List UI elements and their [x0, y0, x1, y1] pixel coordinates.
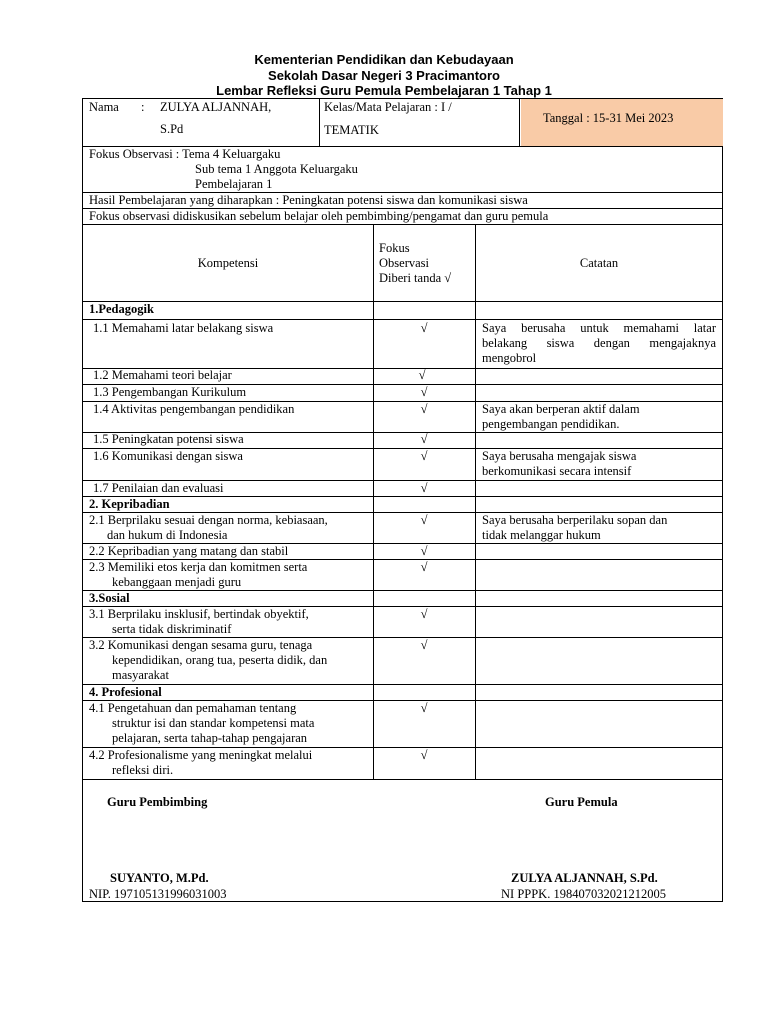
row-2-1-check: √ — [420, 513, 428, 527]
row-3-2-label-line3: masyarakat — [112, 668, 169, 682]
hasil-pembelajaran: Hasil Pembelajaran yang diharapkan : Peningkatan potensi siswa dan komunikasi siswa — [89, 193, 528, 207]
pembimbing-name: SUYANTO, M.Pd. — [110, 871, 209, 885]
row-3-1-check: √ — [420, 607, 428, 621]
reflection-sheet — [82, 98, 723, 902]
fokus-observasi-line2: Sub tema 1 Anggota Keluargaku — [195, 162, 358, 176]
sheet-title: Lembar Refleksi Guru Pemula Pembelajaran 1 Tahap 1 — [216, 83, 552, 98]
kelas-value: TEMATIK — [324, 123, 379, 137]
row-1-4-note-line1: Saya akan berperan aktif dalam — [482, 402, 640, 416]
row-1-6-check: √ — [420, 449, 428, 463]
row-3-1-label-line1: 3.1 Berprilaku insklusif, bertindak obyektif, — [89, 607, 309, 621]
row-3-2-check: √ — [420, 638, 428, 652]
row-1-2-label: 1.2 Memahami teori belajar — [93, 368, 232, 382]
guru-pemula-title: Guru Pemula — [545, 795, 618, 809]
nama-label: Nama — [89, 100, 119, 114]
row-2-1-note-line1: Saya berusaha berperilaku sopan dan — [482, 513, 668, 527]
row-1-1-label: 1.1 Memahami latar belakang siswa — [93, 321, 274, 335]
section-kepribadian: 2. Kepribadian — [89, 497, 170, 511]
row-2-1-label-line2: dan hukum di Indonesia — [107, 528, 228, 542]
section-profesional: 4. Profesional — [89, 685, 162, 699]
tanggal-text: Tanggal : 15-31 Mei 2023 — [543, 111, 674, 125]
row-3-1-label-line2: serta tidak diskriminatif — [112, 622, 232, 636]
row-4-2-label-line2: refleksi diri. — [112, 763, 174, 777]
row-4-1-label-line2: struktur isi dan standar kompetensi mata — [112, 716, 315, 730]
fokus-observasi-line3: Pembelajaran 1 — [195, 177, 273, 191]
row-1-5-label: 1.5 Peningkatan potensi siswa — [93, 432, 244, 446]
row-1-4-label: 1.4 Aktivitas pengembangan pendidikan — [93, 402, 295, 416]
col-fokus-line1: Fokus — [379, 241, 410, 255]
row-4-2-label-line1: 4.2 Profesionalisme yang meningkat melalui — [89, 748, 313, 762]
row-1-4-note-line2: pengembangan pendidikan. — [482, 417, 620, 431]
section-sosial: 3.Sosial — [89, 591, 130, 605]
col-fokus-line3: Diberi tanda √ — [379, 271, 452, 285]
pemula-name: ZULYA ALJANNAH, S.Pd. — [511, 871, 658, 885]
fokus-diskusi: Fokus observasi didiskusikan sebelum belajar oleh pembimbing/pengamat dan guru pemula — [89, 209, 549, 223]
fokus-observasi-line1: Fokus Observasi : Tema 4 Keluargaku — [89, 147, 281, 161]
row-4-2-check: √ — [420, 748, 428, 762]
row-2-2-label: 2.2 Kepribadian yang matang dan stabil — [89, 544, 289, 558]
row-1-6-note-line1: Saya berusaha mengajak siswa — [482, 449, 637, 463]
row-2-3-check: √ — [420, 560, 428, 574]
col-catatan: Catatan — [579, 256, 619, 270]
row-4-1-label-line3: pelajaran, serta tahap-tahap pengajaran — [112, 731, 308, 745]
pembimbing-nip: NIP. 197105131996031003 — [89, 887, 227, 901]
row-4-1-check: √ — [420, 701, 428, 715]
row-2-1-note-line2: tidak melanggar hukum — [482, 528, 601, 542]
row-1-1-note: Saya berusaha untuk memahami latar belakang siswa dengan mengajaknya mengobrol — [482, 321, 716, 365]
row-2-2-check: √ — [420, 544, 428, 558]
document-header — [0, 52, 768, 99]
col-kompetensi: Kompetensi — [197, 256, 259, 270]
row-1-7-check: √ — [420, 481, 428, 495]
col-fokus-line2: Observasi — [379, 256, 429, 270]
section-pedagogik: 1.Pedagogik — [89, 302, 154, 316]
row-1-5-check: √ — [420, 432, 428, 446]
kelas-label: Kelas/Mata Pelajaran : I / — [324, 100, 452, 114]
row-3-2-label-line2: kependidikan, orang tua, peserta didik, dan — [112, 653, 328, 667]
row-1-6-label: 1.6 Komunikasi dengan siswa — [93, 449, 243, 463]
row-1-4-check: √ — [420, 402, 428, 416]
pemula-nippk: NI PPPK. 198407032021212005 — [501, 887, 666, 901]
ministry-title: Kementerian Pendidikan dan Kebudayaan — [254, 52, 514, 67]
row-1-3-check: √ — [420, 385, 428, 399]
school-name: Sekolah Dasar Negeri 3 Pracimantoro — [268, 67, 500, 83]
nama-value-line1: ZULYA ALJANNAH, — [160, 100, 272, 114]
row-2-3-label-line1: 2.3 Memiliki etos kerja dan komitmen serta — [89, 560, 308, 574]
row-1-6-note-line2: berkomunikasi secara intensif — [482, 464, 632, 478]
row-2-3-label-line2: kebanggaan menjadi guru — [112, 575, 242, 589]
row-2-1-label-line1: 2.1 Berprilaku sesuai dengan norma, kebiasaan, — [89, 513, 328, 527]
row-1-7-label: 1.7 Penilaian dan evaluasi — [93, 481, 224, 495]
guru-pembimbing-title: Guru Pembimbing — [107, 795, 208, 809]
row-3-2-label-line1: 3.2 Komunikasi dengan sesama guru, tenaga — [89, 638, 313, 652]
nama-colon: : — [141, 100, 145, 114]
nama-value-line2: S.Pd — [160, 122, 184, 136]
row-1-2-check: √ — [418, 368, 426, 382]
row-1-3-label: 1.3 Pengembangan Kurikulum — [93, 385, 247, 399]
row-1-1-check: √ — [420, 321, 428, 335]
row-4-1-label-line1: 4.1 Pengetahuan dan pemahaman tentang — [89, 701, 297, 715]
